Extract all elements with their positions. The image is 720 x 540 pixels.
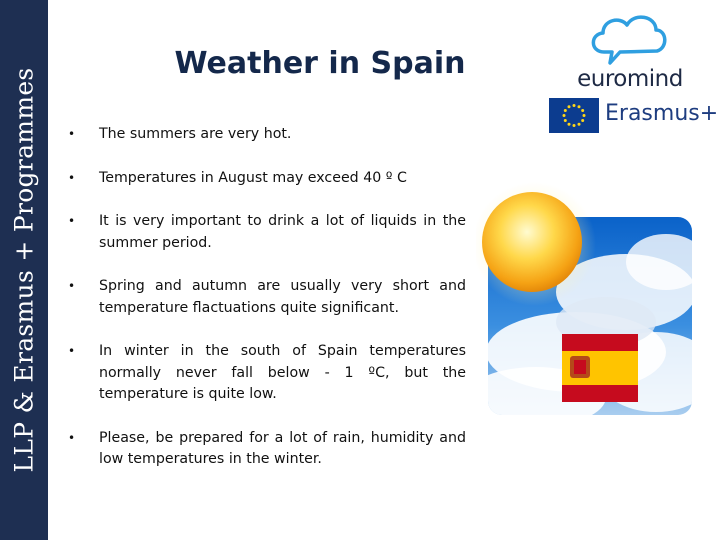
bullet-icon: • [68,279,76,293]
eu-flag-icon [549,98,599,133]
bullet-text: Temperatures in August may exceed 40 º C [99,169,407,186]
euromind-wordmark: euromind [577,66,683,92]
euromind-logo [570,8,690,92]
bullet-item [68,168,466,190]
erasmus-wordmark: Erasmus+ [605,101,719,126]
bullet-item [68,124,466,146]
bullet-item [68,211,466,254]
cloud-icon [570,8,690,68]
bullet-icon: • [68,170,76,185]
bullet-item [68,341,466,406]
bullet-list [68,124,466,471]
sidebar [0,0,48,540]
sun-clouds-spanish-flag-icon [476,182,694,416]
bullet-text: Please, be prepared for a lot of rain, humidity and low temperatures in the winter. [99,429,466,467]
bullet-icon: • [68,430,76,445]
bullet-text: In winter in the south of Spain temperatures normally never fall below - 1 ºC, but the temperature is quite low. [99,343,466,402]
bullet-icon: • [68,344,76,358]
bullet-item [68,428,466,471]
bullet-text: It is very important to drink a lot of liquids in the summer period. [99,213,466,251]
slide-title: Weather in Spain [174,46,466,81]
erasmus-plus-logo [549,98,719,134]
bullet-item [68,276,466,319]
sidebar-programme-label: LLP & Erasmus + Programmes [9,67,39,473]
bullet-icon: • [68,214,76,228]
bullet-icon: • [68,127,76,141]
bullet-text: Spring and autumn are usually very short and temperature flactuations quite significant. [99,278,466,316]
bullet-text: The summers are very hot. [99,126,292,142]
